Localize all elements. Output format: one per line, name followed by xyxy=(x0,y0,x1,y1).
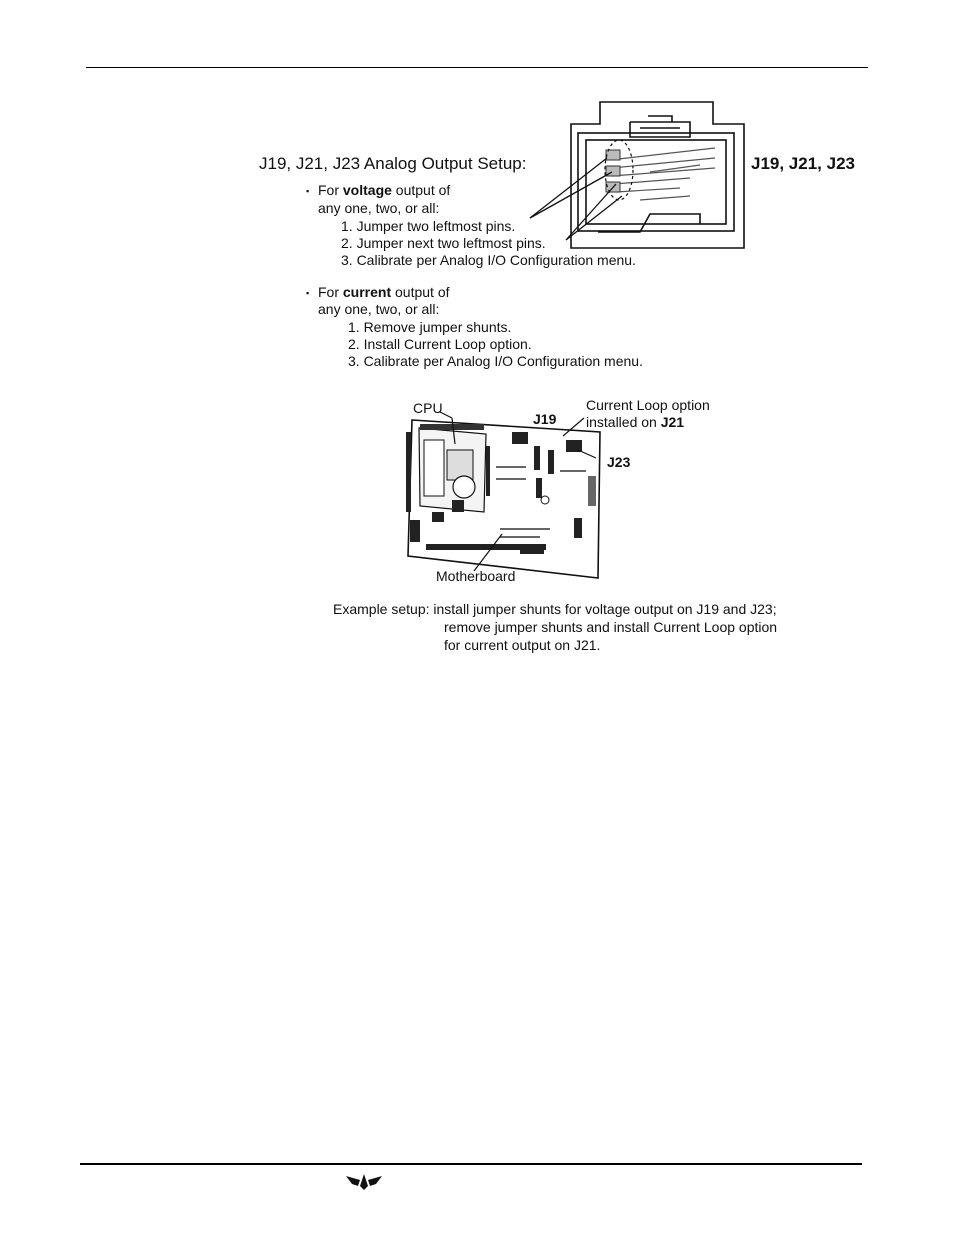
j19-label: J19 xyxy=(533,411,557,427)
voltage-step-1: 1. Jumper two leftmost pins. xyxy=(341,218,516,234)
current-bullet: ▪ xyxy=(306,288,310,298)
voltage-keyword: voltage xyxy=(342,182,392,198)
voltage-bullet: ▪ xyxy=(306,186,310,196)
teledyne-logo-icon xyxy=(344,1170,384,1194)
current-keyword: current xyxy=(342,284,392,300)
example-line-2: remove jumper shunts and install Current Loop option xyxy=(444,619,778,635)
voltage-step-2: 2. Jumper next two leftmost pins. xyxy=(341,235,546,251)
current-step-3: 3. Calibrate per Analog I/O Configuration menu. xyxy=(348,353,643,369)
voltage-line2: any one, two, or all: xyxy=(318,200,440,216)
current-line2: any one, two, or all: xyxy=(318,301,440,317)
j23-label: J23 xyxy=(607,454,631,470)
voltage-prefix: For xyxy=(318,182,343,198)
setup-heading: J19, J21, J23 Analog Output Setup: xyxy=(259,154,527,173)
motherboard-label: Motherboard xyxy=(436,568,516,584)
voltage-step-3: 3. Calibrate per Analog I/O Configuration menu. xyxy=(341,252,636,268)
current-step-1: 1. Remove jumper shunts. xyxy=(348,319,512,335)
current-loop-line2 xyxy=(586,414,684,430)
current-prefix: For xyxy=(318,284,343,300)
connector-label: J19, J21, J23 xyxy=(751,154,855,173)
current-suffix: output of xyxy=(391,284,450,300)
current-loop-line1: Current Loop option xyxy=(586,397,710,413)
current-step-2: 2. Install Current Loop option. xyxy=(348,336,532,352)
example-line-3: for current output on J21. xyxy=(444,637,601,653)
footer-rule xyxy=(80,1163,862,1165)
voltage-suffix: output of xyxy=(391,182,451,198)
cpu-label: CPU xyxy=(413,400,443,416)
current-loop-line2-prefix: installed on xyxy=(586,414,661,430)
example-line-1: Example setup: install jumper shunts for voltage output on J19 and J23; xyxy=(333,601,777,617)
current-loop-line2-bold: J21 xyxy=(660,414,685,430)
